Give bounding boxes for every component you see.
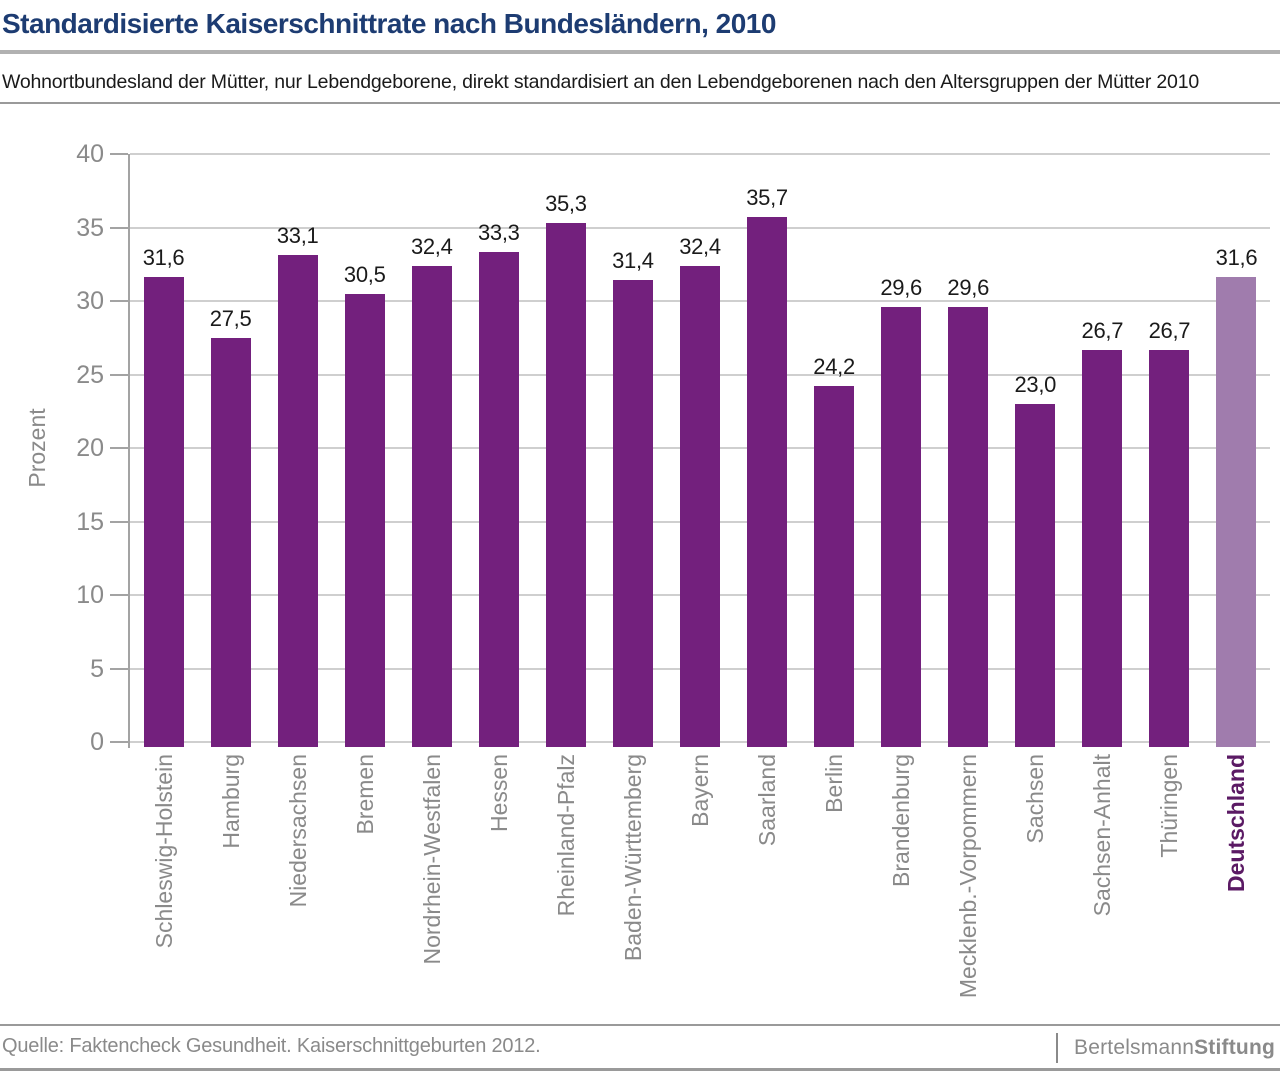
bar-value-label: 30,5 bbox=[343, 261, 386, 287]
x-category-label: Berlin bbox=[821, 754, 848, 813]
y-tick-mark-10 bbox=[110, 594, 128, 596]
x-category-label: Thüringen bbox=[1156, 754, 1183, 858]
x-category-label: Hamburg bbox=[217, 754, 244, 849]
bar-rheinland-pfalz bbox=[546, 223, 586, 747]
bar-value-label: 24,2 bbox=[813, 354, 855, 380]
bar-bremen bbox=[345, 294, 385, 747]
subtitle-separator bbox=[0, 102, 1280, 104]
bar-value-label: 29,6 bbox=[947, 274, 990, 300]
bar-value-label: 26,7 bbox=[1148, 317, 1191, 343]
y-tick-mark-40 bbox=[110, 153, 128, 155]
bar-saarland bbox=[747, 217, 787, 747]
y-axis-title: Prozent bbox=[24, 408, 50, 488]
bar-value-label: 33,3 bbox=[478, 220, 520, 246]
source-note: Quelle: Faktencheck Gesundheit. Kaiserschnittgeburten 2012. bbox=[2, 1035, 541, 1057]
bar-value-label: 35,3 bbox=[545, 191, 587, 217]
gridline-40 bbox=[130, 153, 1270, 155]
bar-chart-plot-area bbox=[76, 140, 1270, 999]
y-tick-label-35: 35 bbox=[76, 213, 104, 242]
y-tick-mark-20 bbox=[110, 447, 128, 449]
bar-sachsen-anhalt bbox=[1082, 350, 1122, 747]
bar-mecklenb-vorpommern bbox=[948, 307, 988, 747]
y-tick-label-15: 15 bbox=[76, 507, 104, 536]
bar-value-label: 35,7 bbox=[746, 185, 788, 211]
bar-value-label: 31,6 bbox=[142, 245, 185, 271]
y-tick-mark-5 bbox=[110, 668, 128, 670]
y-tick-mark-35 bbox=[110, 227, 128, 229]
bar-value-label: 32,4 bbox=[679, 233, 721, 259]
bottom-border bbox=[0, 1068, 1280, 1071]
bar-baden-w-rttemberg bbox=[613, 280, 653, 747]
x-category-label: Mecklenb.-Vorpommern bbox=[955, 754, 982, 999]
bar-nordrhein-westfalen bbox=[412, 266, 452, 747]
logo-text-regular: Bertelsmann bbox=[1074, 1036, 1195, 1059]
bar-hessen bbox=[479, 252, 519, 747]
y-tick-mark-30 bbox=[110, 300, 128, 302]
bar-bayern bbox=[680, 266, 720, 747]
y-tick-label-10: 10 bbox=[76, 581, 104, 609]
x-category-label: Hessen bbox=[485, 754, 512, 832]
y-tick-label-0: 0 bbox=[90, 728, 104, 756]
bar-value-label: 31,4 bbox=[612, 248, 654, 274]
y-tick-mark-0 bbox=[110, 741, 128, 743]
y-tick-label-40: 40 bbox=[76, 140, 104, 168]
bar-value-label: 23,0 bbox=[1014, 371, 1057, 397]
x-category-label: Sachsen bbox=[1022, 754, 1049, 844]
bertelsmann-logo bbox=[1056, 1033, 1275, 1063]
x-category-label: Baden-Württemberg bbox=[619, 754, 646, 962]
bar-value-label: 32,4 bbox=[410, 233, 453, 259]
chart-subtitle: Wohnortbundesland der Mütter, nur Lebendgeborene, direkt standardisiert an den Lebendgeborenen nach den Altersgruppen der Mütter 2010 bbox=[2, 71, 1199, 93]
bar-value-label: 26,7 bbox=[1081, 317, 1124, 343]
bar-berlin bbox=[814, 386, 854, 747]
bar-th-ringen bbox=[1149, 350, 1189, 747]
x-category-label: Sachsen-Anhalt bbox=[1089, 754, 1116, 917]
title-separator bbox=[0, 50, 1280, 54]
footer-separator bbox=[0, 1024, 1280, 1026]
bar-schleswig-holstein bbox=[144, 277, 184, 747]
bar-niedersachsen bbox=[278, 255, 318, 747]
y-tick-label-30: 30 bbox=[76, 287, 104, 315]
bar-hamburg bbox=[211, 338, 251, 747]
y-tick-label-20: 20 bbox=[76, 434, 104, 462]
bar-value-label: 33,1 bbox=[276, 223, 319, 249]
bar-brandenburg bbox=[881, 307, 921, 747]
y-axis-line bbox=[128, 154, 130, 748]
bar-value-label: 29,6 bbox=[880, 274, 922, 300]
x-category-label: Rheinland-Pfalz bbox=[552, 754, 579, 917]
x-category-label: Bremen bbox=[351, 754, 378, 835]
page-title: Standardisierte Kaiserschnittrate nach Bundesländern, 2010 bbox=[2, 8, 776, 39]
y-tick-mark-15 bbox=[110, 521, 128, 523]
x-category-label: Nordrhein-Westfalen bbox=[418, 754, 445, 965]
x-category-label: Saarland bbox=[754, 754, 781, 847]
bar-sachsen bbox=[1015, 404, 1055, 747]
logo-divider-bar bbox=[1056, 1033, 1058, 1063]
x-category-label: Niedersachsen bbox=[284, 754, 311, 908]
y-tick-label-25: 25 bbox=[76, 360, 104, 389]
bar-value-label: 31,6 bbox=[1215, 245, 1258, 271]
logo-text-bold: Stiftung bbox=[1194, 1036, 1275, 1059]
x-category-label: Schleswig-Holstein bbox=[150, 754, 177, 949]
x-category-label: Brandenburg bbox=[888, 754, 915, 887]
y-tick-label-5: 5 bbox=[90, 654, 104, 683]
x-category-label: Bayern bbox=[687, 754, 713, 827]
x-category-label: Deutschland bbox=[1223, 754, 1250, 893]
y-tick-mark-25 bbox=[110, 374, 128, 376]
bar-value-label: 27,5 bbox=[209, 305, 252, 331]
bar-deutschland bbox=[1216, 277, 1256, 747]
